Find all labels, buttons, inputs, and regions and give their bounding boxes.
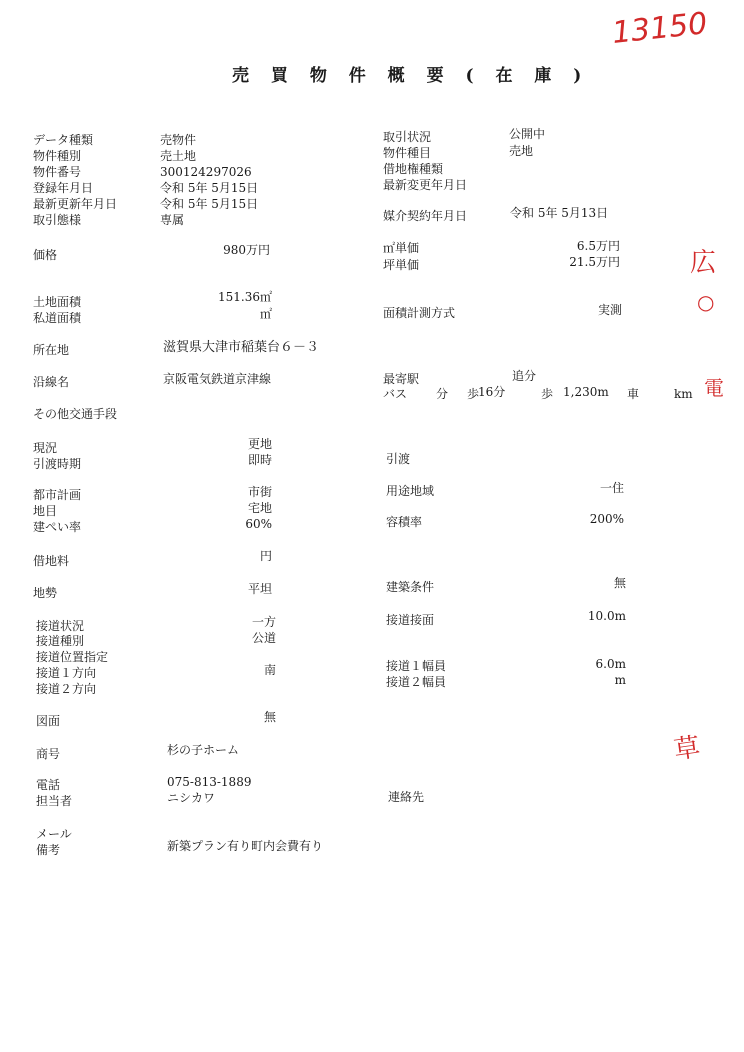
handwritten-circle: ○ <box>697 290 715 314</box>
value-land-category: 宅地 <box>247 501 272 515</box>
label-handover-time: 引渡時期 <box>33 457 82 471</box>
value-price: 980万円 <box>223 243 270 257</box>
access-walk-min: 16分 <box>478 385 506 399</box>
access-car: 車 <box>627 387 640 401</box>
value-phone: 075-813-1889 <box>167 775 252 789</box>
label-build-cond: 建築条件 <box>386 580 435 594</box>
value-remarks: 新築プラン有り町内会費有り <box>167 839 324 853</box>
label-trade-status: 取引状況 <box>383 130 432 144</box>
label-terrain: 地勢 <box>33 586 58 600</box>
label-lease-type: 借地権種類 <box>383 162 444 176</box>
value-deal-type: 専属 <box>160 213 185 227</box>
label-property-type: 物件種別 <box>33 149 82 163</box>
label-broker-contract: 媒介契約年月日 <box>383 209 468 223</box>
label-road-width1: 接道１幅員 <box>386 659 447 673</box>
access-min: 分 <box>436 387 449 401</box>
value-property-item: 売地 <box>509 144 534 158</box>
value-property-type: 売土地 <box>160 149 197 163</box>
value-road-width1: 6.0m <box>595 657 626 671</box>
handwritten-note: 電 <box>704 376 724 400</box>
value-road-type: 公道 <box>251 631 276 645</box>
value-broker-contract: 令和 5年 5月13日 <box>510 206 609 220</box>
access-km: km <box>674 387 693 401</box>
label-property-no: 物件番号 <box>33 165 82 179</box>
value-land-area: 151.36㎡ <box>218 290 272 304</box>
label-road-dir1: 接道１方向 <box>36 666 97 680</box>
value-terrain: 平坦 <box>247 582 272 596</box>
value-road-front: 10.0m <box>587 609 626 623</box>
label-data-type: データ種類 <box>33 133 94 147</box>
value-handover-time: 即時 <box>247 453 272 467</box>
value-lease-fee: 円 <box>259 549 272 563</box>
label-city-plan: 都市計画 <box>33 488 82 502</box>
label-private-road: 私道面積 <box>33 311 82 325</box>
label-far: 容積率 <box>386 515 423 529</box>
label-other-transport: その他交通手段 <box>33 407 118 421</box>
value-status: 更地 <box>247 437 272 451</box>
access-dist: 1,230m <box>563 385 609 399</box>
label-upd-date: 最新更新年月日 <box>33 197 118 211</box>
value-zoning: 一住 <box>599 481 624 495</box>
label-road-position: 接道位置指定 <box>36 650 109 664</box>
label-zoning: 用途地域 <box>386 484 435 498</box>
value-line: 京阪電気鉄道京津線 <box>163 372 272 386</box>
value-person: ニシカワ <box>167 791 216 805</box>
value-road-status: 一方 <box>251 615 276 629</box>
value-tsubo-price: 21.5万円 <box>569 255 620 269</box>
access-walk2: 歩 <box>541 387 554 401</box>
value-road-dir1: 南 <box>263 663 276 677</box>
label-bcr: 建ぺい率 <box>33 520 82 534</box>
value-bcr: 60% <box>245 517 272 531</box>
label-road-front: 接道接面 <box>386 613 435 627</box>
label-land-category: 地目 <box>33 504 58 518</box>
label-lease-fee: 借地料 <box>33 554 70 568</box>
value-property-no: 300124297026 <box>160 165 252 179</box>
access-bus: バス <box>383 387 408 401</box>
value-build-cond: 無 <box>613 576 626 590</box>
label-tsubo-price: 坪単価 <box>383 258 420 272</box>
label-email: メール <box>36 827 72 841</box>
label-price: 価格 <box>33 248 58 262</box>
handwritten-number: 13150 <box>610 6 709 51</box>
label-road-width2: 接道２幅員 <box>386 675 447 689</box>
label-handover: 引渡 <box>386 452 411 466</box>
value-trade-name: 杉の子ホーム <box>167 743 240 757</box>
label-line: 沿線名 <box>33 375 70 389</box>
label-remarks: 備考 <box>36 843 61 857</box>
value-private-road: ㎡ <box>259 307 272 321</box>
value-measure-method: 実測 <box>597 303 622 317</box>
value-upd-date: 令和 5年 5月15日 <box>160 197 259 211</box>
handwritten-note: 草 <box>672 732 702 766</box>
label-latest-change: 最新変更年月日 <box>383 178 468 192</box>
label-measure-method: 面積計測方式 <box>383 306 456 320</box>
label-reg-date: 登録年月日 <box>33 181 94 195</box>
label-drawing: 図面 <box>36 714 61 728</box>
label-contact: 連絡先 <box>388 790 425 804</box>
value-location: 滋賀県大津市稲葉台６－３ <box>163 340 320 355</box>
value-trade-status: 公開中 <box>509 127 546 141</box>
label-station: 最寄駅 <box>383 372 420 386</box>
page-title: 売 買 物 件 概 要 ( 在 庫 ) <box>232 66 590 86</box>
value-city-plan: 市街 <box>247 485 272 499</box>
label-sqm-price: ㎡単価 <box>383 241 420 255</box>
label-location: 所在地 <box>33 343 70 357</box>
value-reg-date: 令和 5年 5月15日 <box>160 181 259 195</box>
access-walk: 歩 <box>467 387 480 401</box>
value-drawing: 無 <box>263 710 276 724</box>
value-road-width2: m <box>614 673 626 687</box>
label-property-item: 物件種目 <box>383 146 432 160</box>
label-status: 現況 <box>33 441 58 455</box>
label-land-area: 土地面積 <box>33 295 82 309</box>
value-sqm-price: 6.5万円 <box>576 239 620 253</box>
value-station: 追分 <box>512 369 537 383</box>
value-far: 200% <box>589 512 624 526</box>
label-road-status: 接道状況 <box>36 619 85 633</box>
label-trade-name: 商号 <box>36 747 61 761</box>
label-person: 担当者 <box>36 794 73 808</box>
handwritten-note: 広 <box>690 248 717 278</box>
label-road-type: 接道種別 <box>36 634 85 648</box>
label-phone: 電話 <box>36 778 61 792</box>
label-deal-type: 取引態様 <box>33 213 82 227</box>
value-data-type: 売物件 <box>160 133 197 147</box>
label-road-dir2: 接道２方向 <box>36 682 97 696</box>
